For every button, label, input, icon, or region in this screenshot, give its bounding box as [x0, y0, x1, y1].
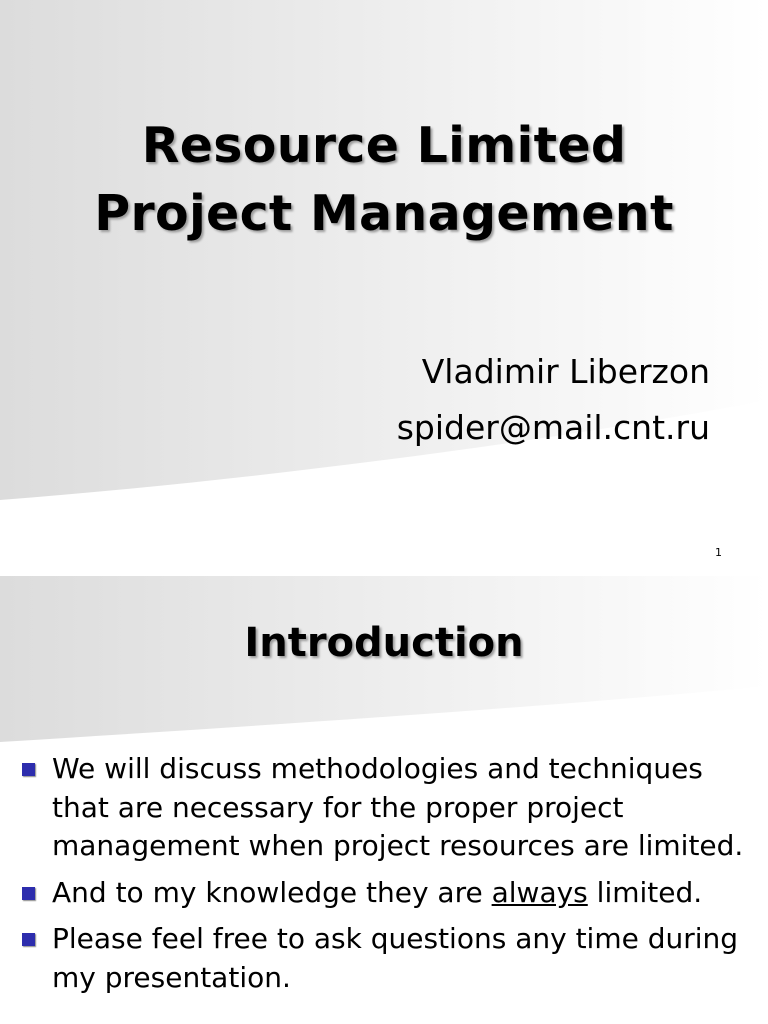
bullet-text: We will discuss methodologies and techniques that are necessary for the proper project management when project resources are limited. — [52, 752, 744, 862]
author-email: spider@mail.cnt.ru — [396, 408, 710, 447]
bullet-text-after: limited. — [587, 875, 703, 909]
square-bullet-icon — [22, 887, 35, 900]
slide-title: Introduction — [244, 620, 524, 666]
bullet-item — [22, 920, 762, 997]
author-name: Vladimir Liberzon — [421, 352, 710, 391]
title-line-1: Resource Limited — [141, 117, 627, 174]
bullet-item — [22, 750, 762, 866]
slide-title — [0, 112, 768, 248]
square-bullet-icon — [22, 933, 35, 946]
bullet-text-before: And to my knowledge they are — [52, 875, 492, 909]
bullet-item — [22, 874, 762, 913]
slide-2 — [0, 576, 768, 1024]
bullet-text — [52, 876, 702, 909]
underlined-word: always — [491, 875, 588, 909]
bullet-text: Please feel free to ask questions any time during my presentation. — [52, 922, 739, 994]
square-bullet-icon — [22, 763, 35, 776]
bullet-list — [22, 750, 762, 1005]
page-number: 1 — [715, 546, 722, 559]
author-block — [397, 344, 710, 456]
title-line-2: Project Management — [94, 185, 674, 242]
